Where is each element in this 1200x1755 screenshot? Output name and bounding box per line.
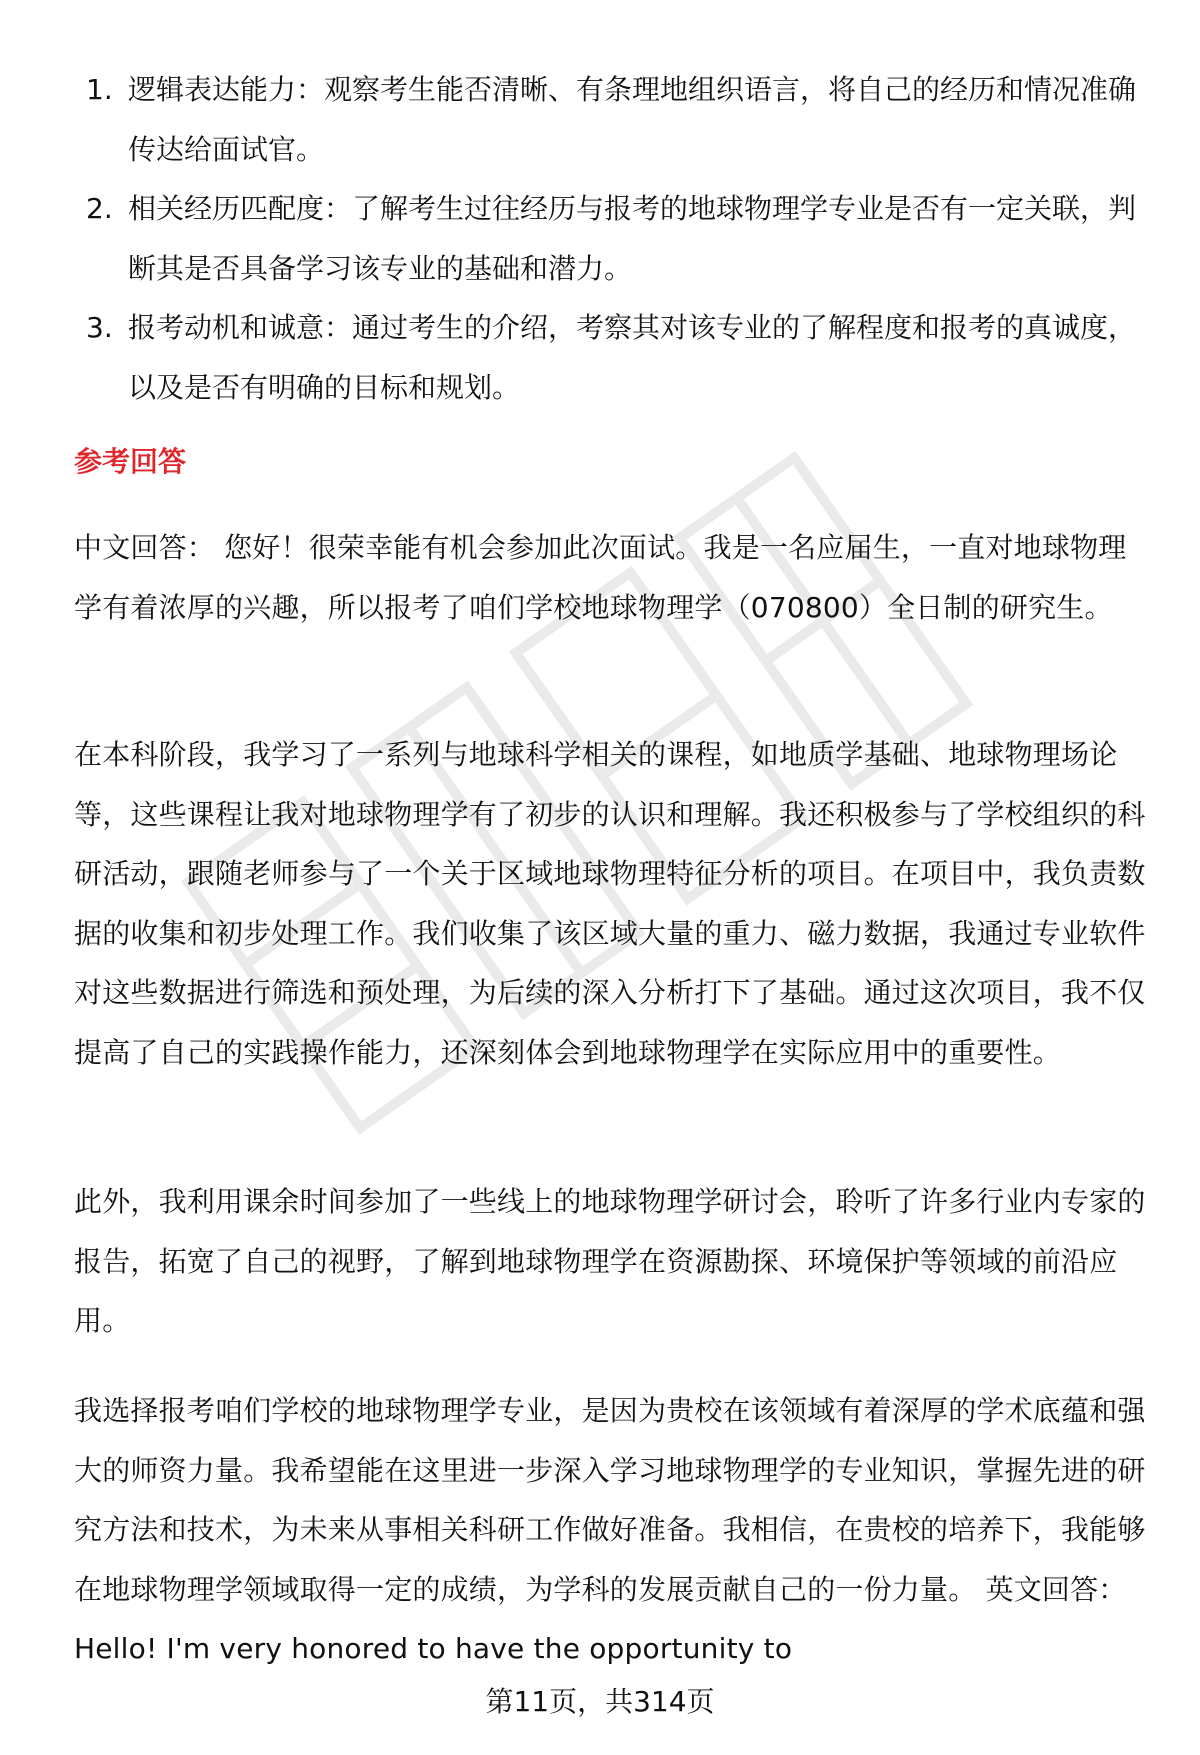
criteria-item <box>74 298 1154 417</box>
answer-paragraph: 我选择报考咱们学校的地球物理学专业，是因为贵校在该领域有着深厚的学术底蕴和强大的师资力量。我希望能在这里进一步深入学习地球物理学的专业知识，掌握先进的研究方法和技术，为未来从事相关科研工作做好准备。我相信，在贵校的培养下，我能够在地球物理学领域取得一定的成绩，为学科的发展贡献自己的一份力量。 英文回答： Hello! I'm very honored to have the opportunity to <box>74 1394 1146 1665</box>
page-number-footer: 第11页，共314页 <box>485 1685 715 1718</box>
evaluation-criteria-list <box>74 60 1154 417</box>
criteria-number: 1. <box>86 73 113 106</box>
criteria-number: 3. <box>86 311 113 344</box>
criteria-number: 2. <box>86 192 113 225</box>
section-title: 参考回答 <box>74 445 187 478</box>
answer-paragraph: 在本科阶段，我学习了一系列与地球科学相关的课程，如地质学基础、地球物理场论等，这些课程让我对地球物理学有了初步的认识和理解。我还积极参与了学校组织的科研活动，跟随老师参与了一个关于区域地球物理特征分析的项目。在项目中，我负责数据的收集和初步处理工作。我们收集了该区域大量的重力、磁力数据，我通过专业软件对这些数据进行筛选和预处理，为后续的深入分析打下了基础。通过这次项目，我不仅提高了自己的实践操作能力，还深刻体会到地球物理学在实际应用中的重要性。 <box>74 738 1146 1069</box>
criteria-item <box>74 179 1154 298</box>
answer-paragraph: 中文回答： 您好！很荣幸能有机会参加此次面试。我是一名应届生，一直对地球物理学有着浓厚的兴趣，所以报考了咱们学校地球物理学（070800）全日制的研究生。 <box>74 531 1127 624</box>
criteria-text: 相关经历匹配度：了解考生过往经历与报考的地球物理学专业是否有一定关联，判断其是否具备学习该专业的基础和潜力。 <box>128 192 1137 285</box>
answer-paragraph: 此外，我利用课余时间参加了一些线上的地球物理学研讨会，聆听了许多行业内专家的报告，拓宽了自己的视野，了解到地球物理学在资源勘探、环境保护等领域的前沿应用。 <box>74 1185 1146 1337</box>
criteria-text: 报考动机和诚意：通过考生的介绍，考察其对该专业的了解程度和报考的真诚度，以及是否有明确的目标和规划。 <box>128 311 1137 404</box>
criteria-text: 逻辑表达能力：观察考生能否清晰、有条理地组织语言，将自己的经历和情况准确传达给面试官。 <box>128 73 1137 166</box>
criteria-item <box>74 60 1154 179</box>
